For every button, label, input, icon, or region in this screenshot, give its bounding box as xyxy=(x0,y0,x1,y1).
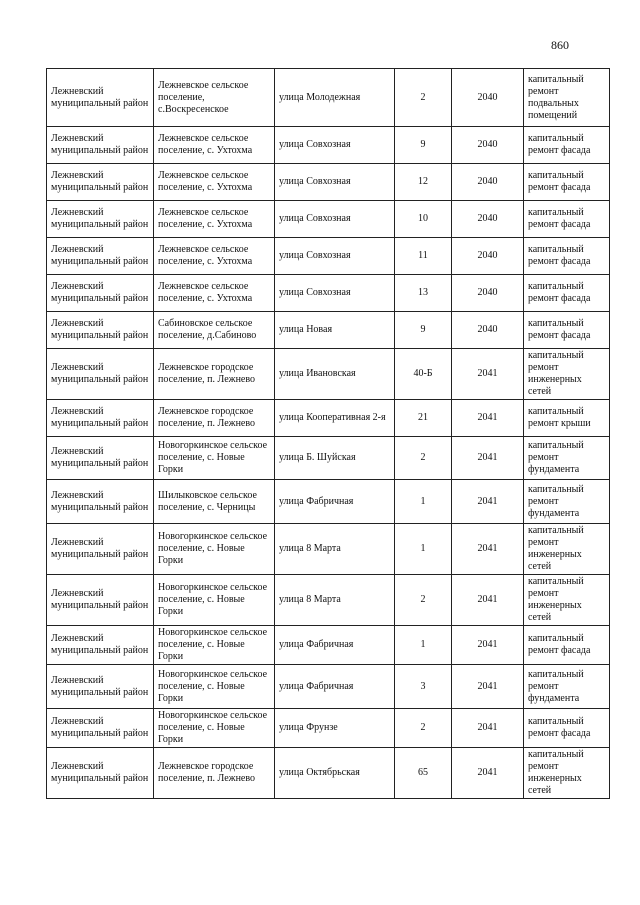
street-cell: улица Новая xyxy=(275,312,395,349)
table-row xyxy=(47,665,610,709)
settlement-cell: Новогоркинское сельское поселение, с. Новые Горки xyxy=(154,626,275,665)
work-type-cell: капитальный ремонт фасада xyxy=(524,164,610,201)
year-cell: 2040 xyxy=(452,238,524,275)
year-cell: 2041 xyxy=(452,349,524,400)
settlement-cell: Лежневское городское поселение, п. Лежнево xyxy=(154,748,275,799)
district-cell: Лежневский муниципальный район xyxy=(47,665,154,709)
district-cell: Лежневский муниципальный район xyxy=(47,275,154,312)
house-number-cell: 40-Б xyxy=(395,349,452,400)
house-number-cell: 9 xyxy=(395,127,452,164)
settlement-cell: Лежневское городское поселение, п. Лежнево xyxy=(154,349,275,400)
table-row xyxy=(47,127,610,164)
year-cell: 2040 xyxy=(452,127,524,164)
table-row xyxy=(47,69,610,127)
street-cell: улица Совхозная xyxy=(275,238,395,275)
table-row xyxy=(47,524,610,575)
street-cell: улица Совхозная xyxy=(275,201,395,238)
street-cell: улица Октябрьская xyxy=(275,748,395,799)
house-number-cell: 3 xyxy=(395,665,452,709)
settlement-cell: Новогоркинское сельское поселение, с. Новые Горки xyxy=(154,524,275,575)
street-cell: улица 8 Марта xyxy=(275,575,395,626)
street-cell: улица Кооперативная 2-я xyxy=(275,400,395,437)
settlement-cell: Лежневское сельское поселение, с.Воскресенское xyxy=(154,69,275,127)
table-row xyxy=(47,437,610,480)
house-number-cell: 2 xyxy=(395,437,452,480)
table-row xyxy=(47,480,610,524)
district-cell: Лежневский муниципальный район xyxy=(47,709,154,748)
house-number-cell: 10 xyxy=(395,201,452,238)
work-type-cell: капитальный ремонт крыши xyxy=(524,400,610,437)
work-type-cell: капитальный ремонт подвальных помещений xyxy=(524,69,610,127)
table-row xyxy=(47,238,610,275)
table-row xyxy=(47,164,610,201)
settlement-cell: Лежневское городское поселение, п. Лежнево xyxy=(154,400,275,437)
house-number-cell: 2 xyxy=(395,575,452,626)
district-cell: Лежневский муниципальный район xyxy=(47,575,154,626)
street-cell: улица 8 Марта xyxy=(275,524,395,575)
work-type-cell: капитальный ремонт фундамента xyxy=(524,665,610,709)
table-row xyxy=(47,275,610,312)
settlement-cell: Лежневское сельское поселение, с. Ухтохма xyxy=(154,201,275,238)
year-cell: 2041 xyxy=(452,748,524,799)
settlement-cell: Лежневское сельское поселение, с. Ухтохма xyxy=(154,127,275,164)
settlement-cell: Новогоркинское сельское поселение, с. Новые Горки xyxy=(154,709,275,748)
settlement-cell: Новогоркинское сельское поселение, с. Новые Горки xyxy=(154,665,275,709)
work-type-cell: капитальный ремонт фасада xyxy=(524,238,610,275)
year-cell: 2041 xyxy=(452,575,524,626)
table-row xyxy=(47,575,610,626)
street-cell: улица Совхозная xyxy=(275,164,395,201)
house-number-cell: 2 xyxy=(395,69,452,127)
district-cell: Лежневский муниципальный район xyxy=(47,626,154,665)
street-cell: улица Ивановская xyxy=(275,349,395,400)
work-type-cell: капитальный ремонт фасада xyxy=(524,626,610,665)
work-type-cell: капитальный ремонт инженерных сетей xyxy=(524,524,610,575)
street-cell: улица Совхозная xyxy=(275,127,395,164)
settlement-cell: Лежневское сельское поселение, с. Ухтохма xyxy=(154,164,275,201)
year-cell: 2040 xyxy=(452,312,524,349)
year-cell: 2041 xyxy=(452,524,524,575)
table-row xyxy=(47,400,610,437)
work-type-cell: капитальный ремонт фасада xyxy=(524,312,610,349)
district-cell: Лежневский муниципальный район xyxy=(47,748,154,799)
street-cell: улица Молодежная xyxy=(275,69,395,127)
year-cell: 2041 xyxy=(452,480,524,524)
district-cell: Лежневский муниципальный район xyxy=(47,127,154,164)
work-type-cell: капитальный ремонт фасада xyxy=(524,275,610,312)
repair-schedule-table xyxy=(46,68,610,799)
house-number-cell: 1 xyxy=(395,626,452,665)
work-type-cell: капитальный ремонт фундамента xyxy=(524,437,610,480)
work-type-cell: капитальный ремонт инженерных сетей xyxy=(524,349,610,400)
page-number: 860 xyxy=(551,38,569,52)
street-cell: улица Фабричная xyxy=(275,665,395,709)
work-type-cell: капитальный ремонт инженерных сетей xyxy=(524,748,610,799)
settlement-cell: Лежневское сельское поселение, с. Ухтохма xyxy=(154,238,275,275)
district-cell: Лежневский муниципальный район xyxy=(47,524,154,575)
street-cell: улица Совхозная xyxy=(275,275,395,312)
table-row xyxy=(47,349,610,400)
house-number-cell: 1 xyxy=(395,524,452,575)
street-cell: улица Б. Шуйская xyxy=(275,437,395,480)
house-number-cell: 12 xyxy=(395,164,452,201)
street-cell: улица Фабричная xyxy=(275,626,395,665)
house-number-cell: 2 xyxy=(395,709,452,748)
work-type-cell: капитальный ремонт фасада xyxy=(524,127,610,164)
district-cell: Лежневский муниципальный район xyxy=(47,164,154,201)
house-number-cell: 9 xyxy=(395,312,452,349)
district-cell: Лежневский муниципальный район xyxy=(47,349,154,400)
table-row xyxy=(47,748,610,799)
district-cell: Лежневский муниципальный район xyxy=(47,400,154,437)
work-type-cell: капитальный ремонт фасада xyxy=(524,709,610,748)
settlement-cell: Новогоркинское сельское поселение, с. Новые Горки xyxy=(154,437,275,480)
work-type-cell: капитальный ремонт фасада xyxy=(524,201,610,238)
street-cell: улица Фрунзе xyxy=(275,709,395,748)
house-number-cell: 1 xyxy=(395,480,452,524)
year-cell: 2041 xyxy=(452,626,524,665)
work-type-cell: капитальный ремонт инженерных сетей xyxy=(524,575,610,626)
district-cell: Лежневский муниципальный район xyxy=(47,69,154,127)
street-cell: улица Фабричная xyxy=(275,480,395,524)
house-number-cell: 13 xyxy=(395,275,452,312)
year-cell: 2040 xyxy=(452,164,524,201)
settlement-cell: Новогоркинское сельское поселение, с. Новые Горки xyxy=(154,575,275,626)
table-row xyxy=(47,312,610,349)
settlement-cell: Лежневское сельское поселение, с. Ухтохма xyxy=(154,275,275,312)
year-cell: 2041 xyxy=(452,400,524,437)
table-row xyxy=(47,709,610,748)
district-cell: Лежневский муниципальный район xyxy=(47,312,154,349)
district-cell: Лежневский муниципальный район xyxy=(47,238,154,275)
table-row xyxy=(47,201,610,238)
settlement-cell: Сабиновское сельское поселение, д.Сабиново xyxy=(154,312,275,349)
year-cell: 2041 xyxy=(452,665,524,709)
house-number-cell: 21 xyxy=(395,400,452,437)
table-body xyxy=(47,69,610,799)
work-type-cell: капитальный ремонт фундамента xyxy=(524,480,610,524)
year-cell: 2040 xyxy=(452,275,524,312)
year-cell: 2040 xyxy=(452,201,524,238)
house-number-cell: 11 xyxy=(395,238,452,275)
district-cell: Лежневский муниципальный район xyxy=(47,480,154,524)
district-cell: Лежневский муниципальный район xyxy=(47,201,154,238)
house-number-cell: 65 xyxy=(395,748,452,799)
year-cell: 2041 xyxy=(452,437,524,480)
district-cell: Лежневский муниципальный район xyxy=(47,437,154,480)
settlement-cell: Шилыковское сельское поселение, с. Черницы xyxy=(154,480,275,524)
year-cell: 2041 xyxy=(452,709,524,748)
year-cell: 2040 xyxy=(452,69,524,127)
table-row xyxy=(47,626,610,665)
